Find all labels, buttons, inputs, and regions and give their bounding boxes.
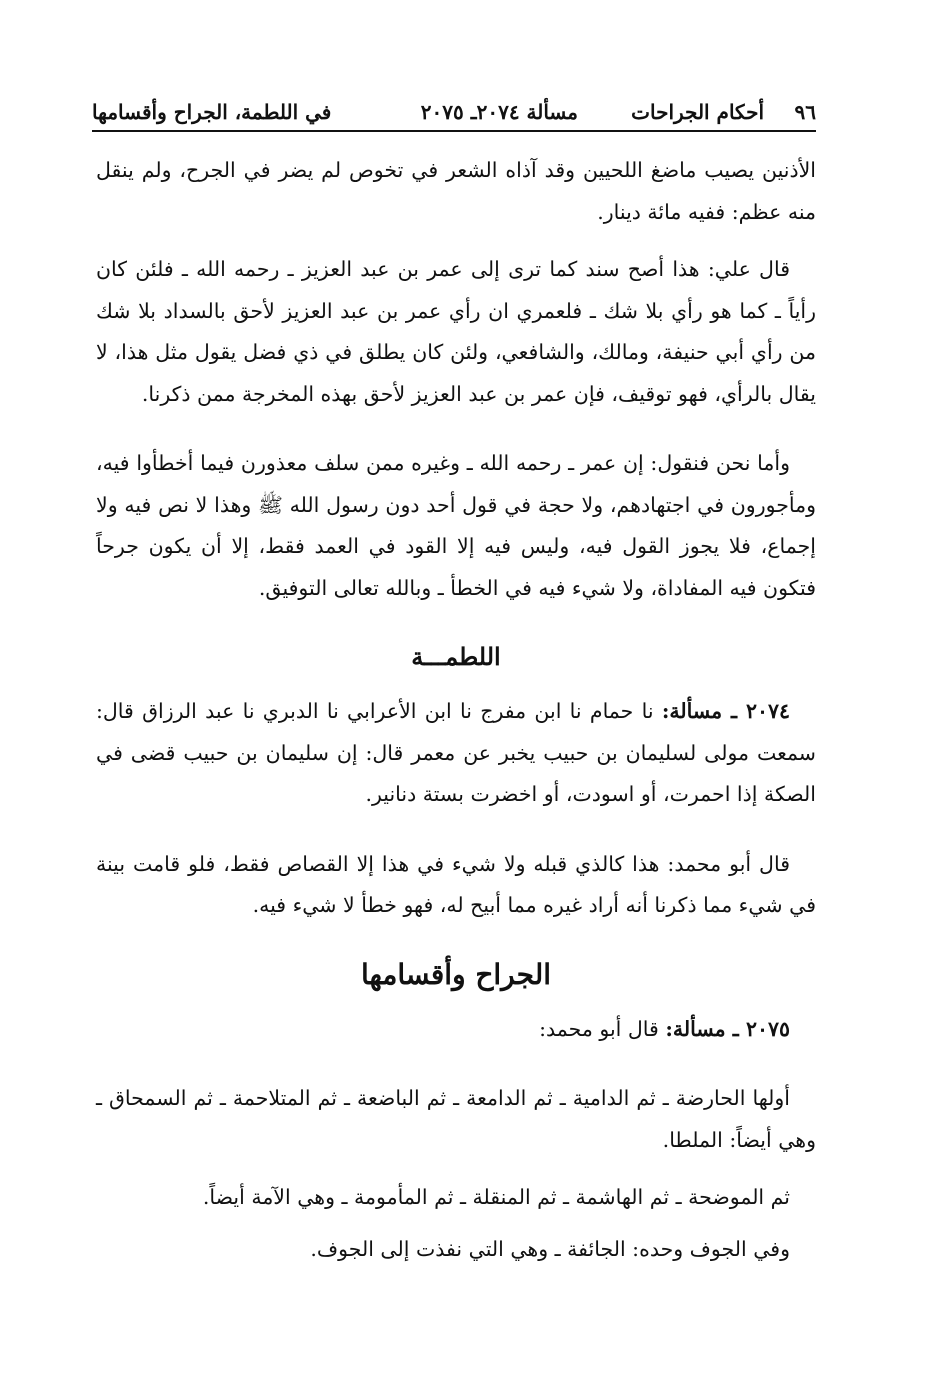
paragraph-issue-2074	[96, 691, 816, 816]
section-heading-wounds: الجراح وأقسامها	[360, 957, 552, 991]
paragraph-issue-2075	[96, 1009, 816, 1051]
issue-2074-text: نا حمام نا ابن مفرج نا ابن الأعرابي نا الدبري نا عبد الرزاق قال: سمعت مولى لسليمان بن حبيب يخبر عن معمر قال: إن سليمان بن حبيب قضى في الصكة إذا احمرت، أو اسودت، أو اخضرت بستة دنانير.	[96, 699, 816, 806]
issue-range: مسألة ٢٠٧٤ـ ٢٠٧٥	[420, 100, 578, 124]
header-subject: في اللطمة، الجراح وأقسامها	[92, 100, 332, 124]
issue-number-2074: ٢٠٧٤ ـ مسألة:	[661, 699, 790, 723]
page-number: ٩٦	[794, 100, 816, 124]
paragraph-continuation: الأذنين يصيب ماضغ اللحيين وقد آذاه الشعر في تخوص لم يضر في الجرح، ولم ينقل منه عظم: ففيه مائة دينار.	[96, 158, 816, 224]
paragraph-wound-list-3: وفي الجوف وحده: الجائفة ـ وهي التي نفذت إلى الجوف.	[310, 1236, 790, 1261]
book-title: أحكام الجراحات	[631, 100, 764, 124]
section-heading-latma: اللطمـــة	[411, 642, 501, 671]
issue-2075-intro: قال أبو محمد:	[539, 1016, 659, 1041]
running-header	[92, 96, 816, 132]
paragraph-wound-list-1: أولها الحارضة ـ ثم الدامية ـ ثم الدامعة ـ ثم الباضعة ـ ثم المتلاحمة ـ ثم السمحاق ـ وهي أيضاً: الملطا.	[96, 1086, 816, 1152]
paragraph-abu-muhammad: قال أبو محمد: هذا كالذي قبله ولا شيء في هذا إلا القصاص فقط، فلو قامت بينة في شيء مما ذكرنا أنه أراد غيره مما أبيح له، فهو خطأ لا شيء فيه.	[96, 851, 816, 917]
paragraph-our-view: وأما نحن فنقول: إن عمر ـ رحمه الله ـ وغيره ممن سلف معذورن فيما أخطأوا فيه، ومأجورون في اجتهادهم، ولا حجة في قول أحد دون رسول الله ﷺ وهذا لا نص فيه ولا إجماع، فلا يجوز القول فيه، وليس فيه إلا القود في العمد فقط، إلا أن يكون جرحاً فتكون فيه المفاداة، ولا شيء فيه في الخطأ ـ وبالله تعالى التوفيق.	[96, 451, 816, 600]
issue-number-2075: ٢٠٧٥ ـ مسألة:	[665, 1016, 790, 1041]
page-body	[96, 150, 816, 1280]
paragraph-wound-list-2: ثم الموضحة ـ ثم الهاشمة ـ ثم المنقلة ـ ثم المأمومة ـ وهي الآمة أيضاً.	[202, 1185, 790, 1209]
paragraph-ali-comment: قال علي: هذا أصح سند كما ترى إلى عمر بن عبد العزيز ـ رحمه الله ـ فلئن كان رأياً ـ كما هو رأي بلا شك ـ فلعمري ان رأي عمر بن عبد العزيز لأحق بالسداد بلا شك من رأي أبي حنيفة، ومالك، والشافعي، ولئن كان يطلق في ذي فضل يقول مثل هذا، لا يقال بالرأي، فهو توقيف، فإن عمر بن عبد العزيز لأحق بهذه المخرجة ممن ذكرنا.	[96, 257, 816, 406]
